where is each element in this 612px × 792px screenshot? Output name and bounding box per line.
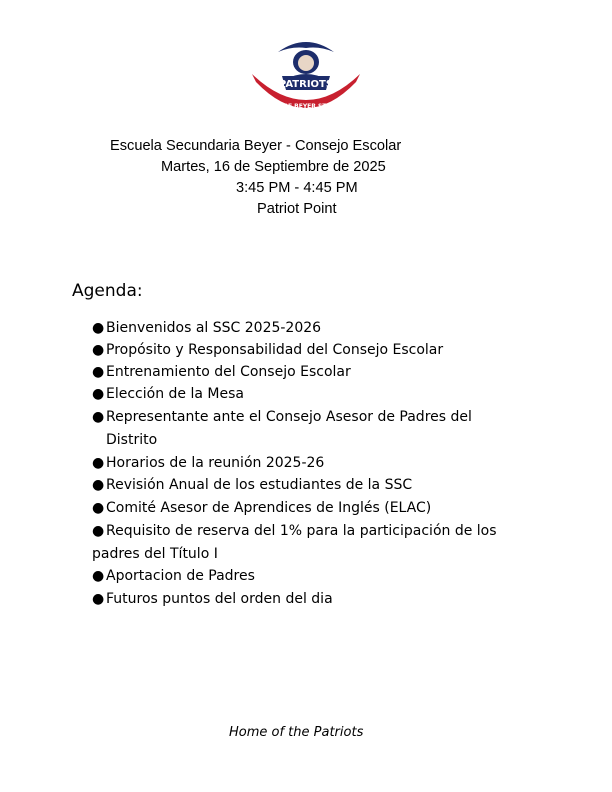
agenda-item-text: Bienvenidos al SSC 2025-2026 <box>106 320 322 336</box>
agenda-item <box>92 341 443 359</box>
bullet-icon: ● <box>92 455 105 471</box>
bullet-icon: ● <box>92 409 105 425</box>
logo-motto-text: WE ARE BEYER STRONG <box>265 103 347 110</box>
agenda-item <box>92 499 431 517</box>
agenda-item-text: Aportacion de Padres <box>106 568 255 584</box>
bullet-icon: ● <box>92 568 105 584</box>
meeting-time: 3:45 PM - 4:45 PM <box>236 180 358 196</box>
agenda-item <box>92 319 321 337</box>
school-council-title: Escuela Secundaria Beyer - Consejo Escolar <box>110 138 402 154</box>
agenda-item-text: Entrenamiento del Consejo Escolar <box>106 364 351 380</box>
agenda-item <box>92 522 497 540</box>
agenda-item-text: Revisión Anual de los estudiantes de la SSC <box>106 477 413 493</box>
bullet-icon: ● <box>92 523 105 539</box>
agenda-item <box>92 590 333 608</box>
agenda-item <box>92 567 255 585</box>
bullet-icon: ● <box>92 386 105 402</box>
agenda-item <box>92 385 244 403</box>
logo-name-text: PATRIOTS <box>278 79 334 90</box>
bullet-icon: ● <box>92 477 105 493</box>
agenda-item-text: Futuros puntos del orden del dia <box>106 591 333 607</box>
agenda-item <box>92 476 412 494</box>
agenda-item <box>92 363 351 381</box>
agenda-item-text: Requisito de reserva del 1% para la participación de los <box>106 523 497 539</box>
patriots-logo <box>248 34 364 120</box>
footer-text: Home of the Patriots <box>229 725 364 740</box>
agenda-item-text: Horarios de la reunión 2025-26 <box>106 455 325 471</box>
meeting-location: Patriot Point <box>257 201 337 217</box>
agenda-item-text: Elección de la Mesa <box>106 386 244 402</box>
bullet-icon: ● <box>92 364 105 380</box>
agenda-item <box>92 454 324 472</box>
bullet-icon: ● <box>92 591 105 607</box>
agenda-item-text: Propósito y Responsabilidad del Consejo Escolar <box>106 342 444 358</box>
agenda-item-text: Comité Asesor de Aprendices de Inglés (ELAC) <box>106 500 432 516</box>
patriots-logo-graphic <box>248 34 364 120</box>
bullet-icon: ● <box>92 342 105 358</box>
bullet-icon: ● <box>92 320 105 336</box>
agenda-item <box>92 408 472 426</box>
bullet-icon: ● <box>92 500 105 516</box>
agenda-heading: Agenda: <box>72 281 143 301</box>
meeting-date: Martes, 16 de Septiembre de 2025 <box>161 159 386 175</box>
agenda-item-continuation: Distrito <box>106 432 158 448</box>
agenda-item-text: Representante ante el Consejo Asesor de Padres del <box>106 409 472 425</box>
agenda-item-continuation: padres del Título I <box>92 546 218 562</box>
